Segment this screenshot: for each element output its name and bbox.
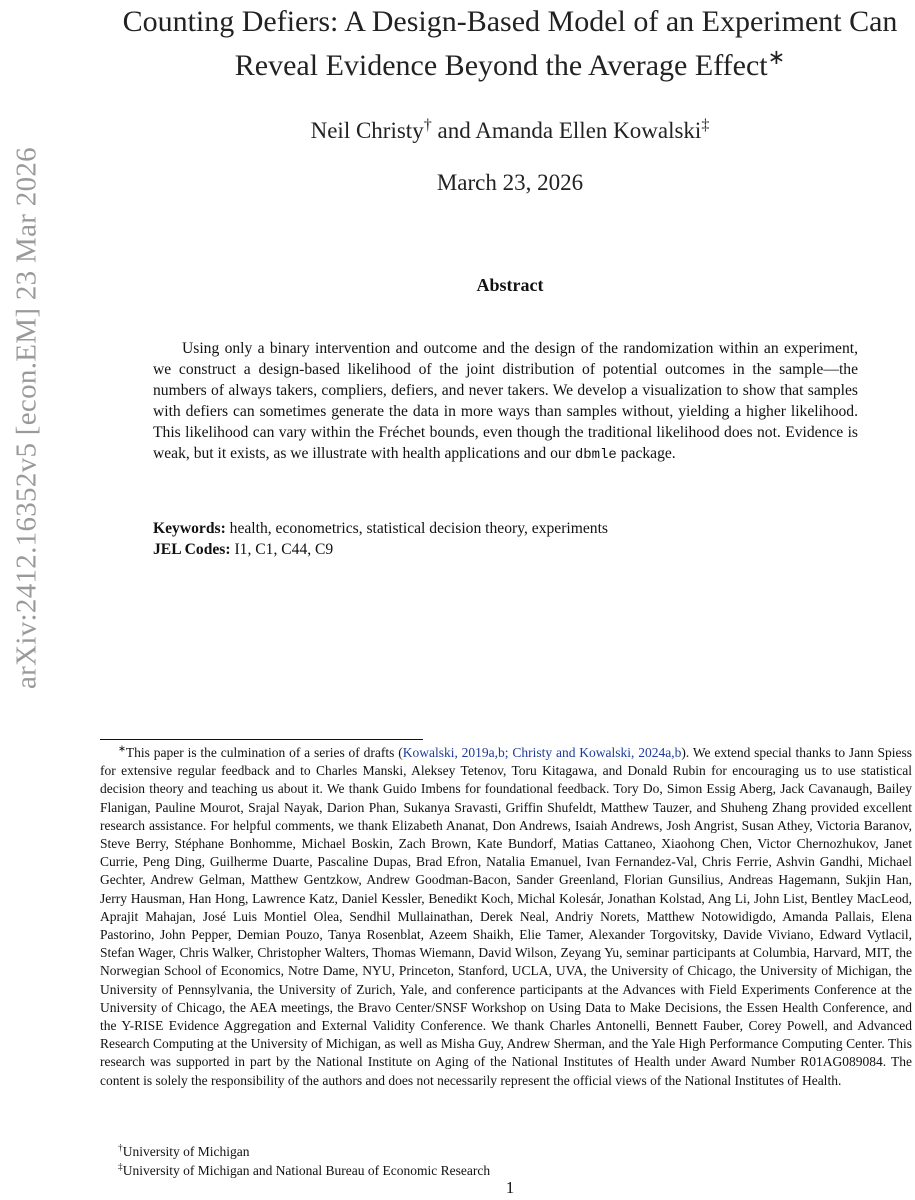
footnote-mark-dagger: † [118, 1143, 123, 1154]
footnote-mark-star: ∗ [118, 744, 126, 755]
affiliation-1: University of Michigan [122, 1144, 250, 1159]
author-1-mark[interactable]: † [423, 116, 432, 134]
abstract-text: Using only a binary intervention and outcome and the design of the randomization within an experiment, we construct a design-based likelihood of the joint distribution of potential outcomes in the sample—the numbers of always takers, compliers, defiers, and never takers. We develop a visualization to show that samples with defiers can sometimes generate the data in more ways than samples without, yielding a higher likelihood. This likelihood can vary within the Fréchet bounds, even though the traditional likelihood does not. Evidence is weak, but it exists, as we illustrate with health applications and our [153, 340, 858, 462]
keywords-label: Keywords: [153, 520, 226, 537]
footnote-text-rest: ). We extend special thanks to Jann Spiess for extensive regular feedback and to Charles Manski, Aleksey Tetenov, Toru Kitagawa, and Donald Rubin for encouraging us to use statistical decision theory and teaching us about it. We thank Guido Imbens for foundational feedback. Tory Do, Simon Essig Aberg, Jack Cavanaugh, Bailey Flanigan, Pauline Mourot, Srajal Nayak, Darion Phan, Sukanya Sravasti, Griffin Shufeldt, Matthew Tauzer, and Shuheng Zhang provided excellent research assistance. For helpful comments, we thank Elizabeth Ananat, Don Andrews, Isaiah Andrews, Josh Angrist, Susan Athey, Victoria Baranov, Steve Berry, Stéphane Bonhomme, Michael Boskin, Zach Brown, Kate Bundorf, Matias Cattaneo, Xiaohong Chen, Victor Chernozhukov, Janet Currie, Peng Ding, Guilherme Duarte, Pascaline Dupas, Brad Efron, Natalia Emanuel, Ivan Fernandez-Val, Chris Ferrie, Ashvin Gandhi, Michael Gechter, Andrew Gelman, Matthew Gentzkow, Andrew Goodman-Bacon, Sander Greenland, Florian Gunsilius, Andreas Hagemann, Sukjin Han, Jerry Hausman, Han Hong, Lawrence Katz, Daniel Kessler, Benedikt Koch, Michal Kolesár, Jonathan Kolstad, Ang Li, John List, Bentley MacLeod, Aprajit Mahajan, José Luis Montiel Olea, Sendhil Mullainathan, Derek Neal, Andriy Norets, Matthew Notowidigdo, Amanda Pallais, Elena Pastorino, John Pepper, Demian Pouzo, Tanya Rosenblat, Azeem Shaikh, Elie Tamer, Alexander Torgovitsky, Davide Viviano, Edward Vytlacil, Stefan Wager, Chris Walker, Christopher Walters, Thomas Wiemann, David Wilson, Zeyang Yu, seminar participants at Columbia, Harvard, MIT, the Norwegian School of Economics, Notre Dame, NYU, Princeton, Stanford, UCLA, UVA, the University of Chicago, the University of Michigan, the University of Pennsylvania, the University of Zurich, Yale, and conference participants at the Advances with Field Experiments Conference at the University of Chicago, the AEA meetings, the Bravo Center/SNSF Workshop on Using Data to Make Decisions, the Essen Health Conference, and the Y-RISE Evidence Aggregation and External Validity Conference. We thank Charles Antonelli, Bennett Fauber, Corey Powell, and Advanced Research Computing at the University of Michigan, as well as Misha Guy, Andrew Sherman, and the Yale High Performance Computing Center. This research was supported in part by the National Institute on Aging of the National Institutes of Health under Award Number R01AG089084. The content is solely the responsibility of the authors and does not necessarily represent the official views of the National Institutes of Health. [100, 745, 912, 1088]
jel-value: I1, C1, C44, C9 [230, 541, 334, 558]
footnote-mark-ddagger: ‡ [118, 1162, 123, 1173]
title-line-2-text: Reveal Evidence Beyond the Average Effect [234, 49, 768, 82]
footnote-affiliation-1 [118, 1143, 908, 1161]
author-connector: and [431, 118, 476, 143]
jel-line [153, 539, 858, 560]
package-name-code: dbmle [574, 447, 617, 463]
title-line-1: Counting Defiers: A Design-Based Model of an Experiment Can [122, 5, 898, 38]
title-footnote-mark[interactable]: ∗ [767, 45, 786, 69]
page-number: 1 [505, 1178, 515, 1197]
author-2-mark[interactable]: ‡ [701, 116, 710, 134]
arxiv-identifier: arXiv:2412.16352v5 [econ.EM] 23 Mar 2026 [10, 147, 43, 689]
citation-link[interactable]: Kowalski, 2019a,b; Christy and Kowalski, 2024a,b [402, 745, 682, 760]
arxiv-sidebar [0, 0, 50, 1200]
author-2: Amanda Ellen Kowalski [475, 118, 702, 143]
abstract-body [153, 338, 858, 466]
abstract-text-end: package. [616, 445, 676, 462]
abstract-heading: Abstract [476, 275, 544, 295]
keywords-value: health, econometrics, statistical decision theory, experiments [225, 520, 608, 537]
paper-date: March 23, 2026 [436, 170, 584, 195]
title-line-2 [100, 44, 915, 88]
keywords-line [153, 518, 858, 539]
keywords-block [153, 518, 858, 560]
footnote-rule [100, 739, 423, 740]
author-1: Neil Christy [310, 118, 424, 143]
paper-title [100, 0, 915, 88]
footnote-text-start: This paper is the culmination of a series of drafts ( [125, 745, 403, 760]
footnote-acknowledgments [100, 744, 912, 1090]
author-line [100, 118, 915, 144]
jel-label: JEL Codes: [153, 541, 231, 558]
affiliation-2: University of Michigan and National Bureau of Economic Research [122, 1163, 491, 1178]
